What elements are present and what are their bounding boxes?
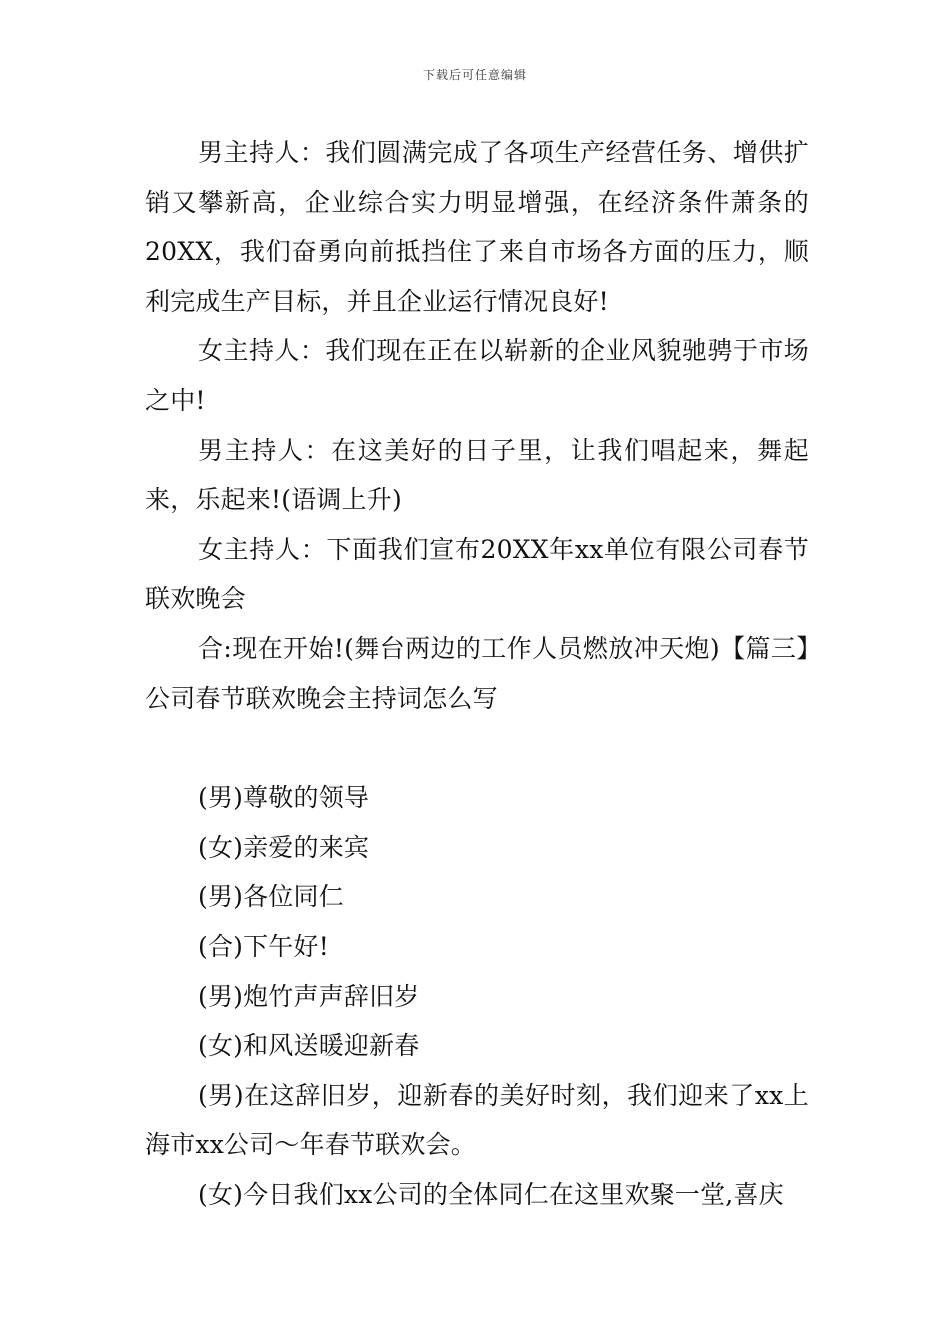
dialogue-line: (合)下午好! (198, 931, 329, 961)
dialogue-line: (男)在这辞旧岁，迎新春的美好时刻，我们迎来了xx上海市xx公司～年春节联欢会。 (145, 1080, 809, 1160)
blank-line (145, 723, 809, 773)
paragraph: 女主持人：下面我们宣布20XX年xx单位有限公司春节联欢晚会 (145, 534, 809, 614)
dialogue-line: (女)今日我们xx公司的全体同仁在这里欢聚一堂,喜庆 (198, 1179, 784, 1209)
paragraph: 合:现在开始!(舞台两边的工作人员燃放冲天炮)【篇三】公司春节联欢晚会主持词怎么写 (145, 633, 809, 713)
dialogue-line: (男)炮竹声声辞旧岁 (198, 981, 420, 1011)
dialogue-line: (男)尊敬的领导 (198, 783, 370, 813)
paragraph: 男主持人：我们圆满完成了各项生产经营任务、增供扩销又攀新高，企业综合实力明显增强，在经济条件萧条的20XX，我们奋勇向前抵挡住了来自市场各方面的压力，顺利完成生产目标，并且企业运行情况良好! (145, 138, 809, 316)
dialogue-line: (女)和风送暖迎新春 (198, 1031, 420, 1061)
page-header: 下载后可任意编辑 (422, 68, 527, 82)
dialogue-line: (女)亲爱的来宾 (198, 832, 370, 862)
paragraph: 男主持人：在这美好的日子里，让我们唱起来，舞起来，乐起来!(语调上升) (145, 435, 809, 515)
paragraph: 女主持人：我们现在正在以崭新的企业风貌驰骋于市场之中! (145, 336, 809, 415)
dialogue-line: (男)各位同仁 (198, 882, 344, 912)
document-body (145, 128, 809, 1219)
